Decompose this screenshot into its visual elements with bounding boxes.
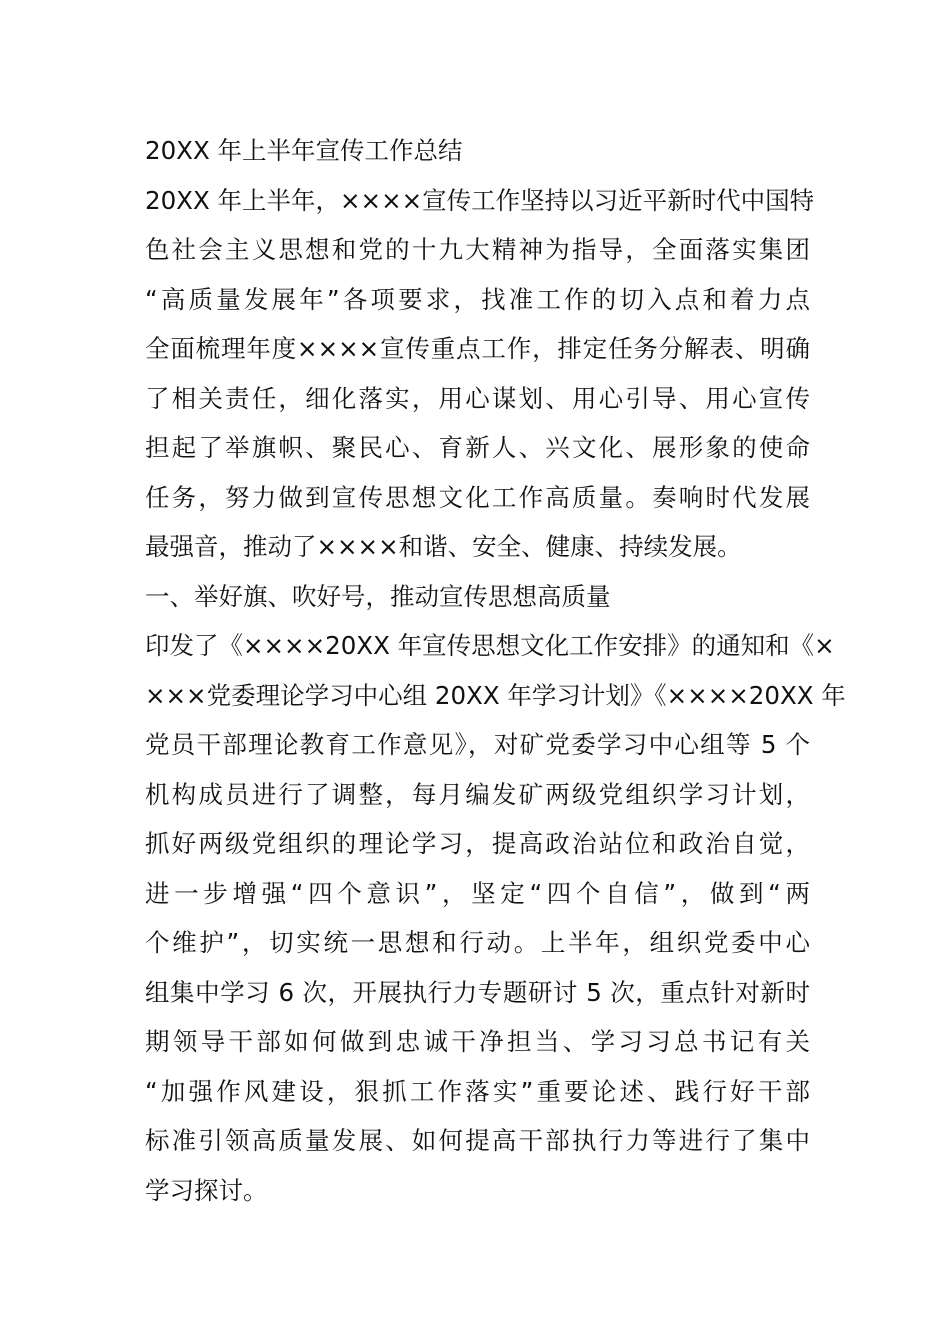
paragraph-line: 学习探讨。 — [145, 1175, 268, 1205]
paragraph-line: 标准引领高质量发展、如何提高干部执行力等进行了集中 — [145, 1126, 810, 1155]
paragraph-line: 组集中学习 6 次，开展执行力专题研讨 5 次，重点针对新时 — [145, 977, 810, 1007]
section-heading: 一、举好旗、吹好号，推动宣传思想高质量 — [145, 581, 611, 611]
paragraph-line: 20XX 年上半年，××××宣传工作坚持以习近平新时代中国特 — [145, 185, 815, 215]
paragraph-line: 最强音，推动了××××和谐、安全、健康、持续发展。 — [145, 532, 742, 561]
paragraph-line: “加强作风建设，狠抓工作落实”重要论述、践行好干部 — [145, 1076, 810, 1106]
paragraph-line: 全面梳理年度××××宣传重点工作，排定任务分解表、明确 — [145, 334, 810, 363]
document-title: 20XX 年上半年宣传工作总结 — [145, 136, 463, 165]
paragraph-2 — [145, 621, 846, 1215]
paragraph-line: 色社会主义思想和党的十九大精神为指导，全面落实集团 — [145, 235, 810, 264]
paragraph-line: 个维护”，切实统一思想和行动。上半年，组织党委中心 — [145, 928, 810, 957]
paragraph-line: 印发了《××××20XX 年宣传思想文化工作安排》的通知和《× — [145, 631, 835, 660]
paragraph-line: 党员干部理论教育工作意见》，对矿党委学习中心组等 5 个 — [145, 730, 810, 759]
paragraph-line: 担起了举旗帜、聚民心、育新人、兴文化、展形象的使命 — [145, 433, 810, 462]
document-body — [145, 126, 846, 1215]
paragraph-line: “高质量发展年”各项要求，找准工作的切入点和着力点 — [145, 284, 810, 314]
paragraph-line: 抓好两级党组织的理论学习，提高政治站位和政治自觉， — [145, 829, 810, 858]
paragraph-1 — [145, 176, 815, 572]
paragraph-line: 机构成员进行了调整，每月编发矿两级党组织学习计划， — [145, 779, 810, 809]
paragraph-line: 进一步增强“四个意识”，坚定“四个自信”，做到“两 — [145, 878, 810, 908]
paragraph-line: ×××党委理论学习中心组 20XX 年学习计划》《××××20XX 年 — [145, 680, 846, 710]
paragraph-line: 期领导干部如何做到忠诚干净担当、学习习总书记有关 — [145, 1027, 810, 1056]
paragraph-line: 任务，努力做到宣传思想文化工作高质量。奏响时代发展 — [145, 482, 810, 512]
paragraph-line: 了相关责任，细化落实，用心谋划、用心引导、用心宣传 — [145, 383, 810, 413]
